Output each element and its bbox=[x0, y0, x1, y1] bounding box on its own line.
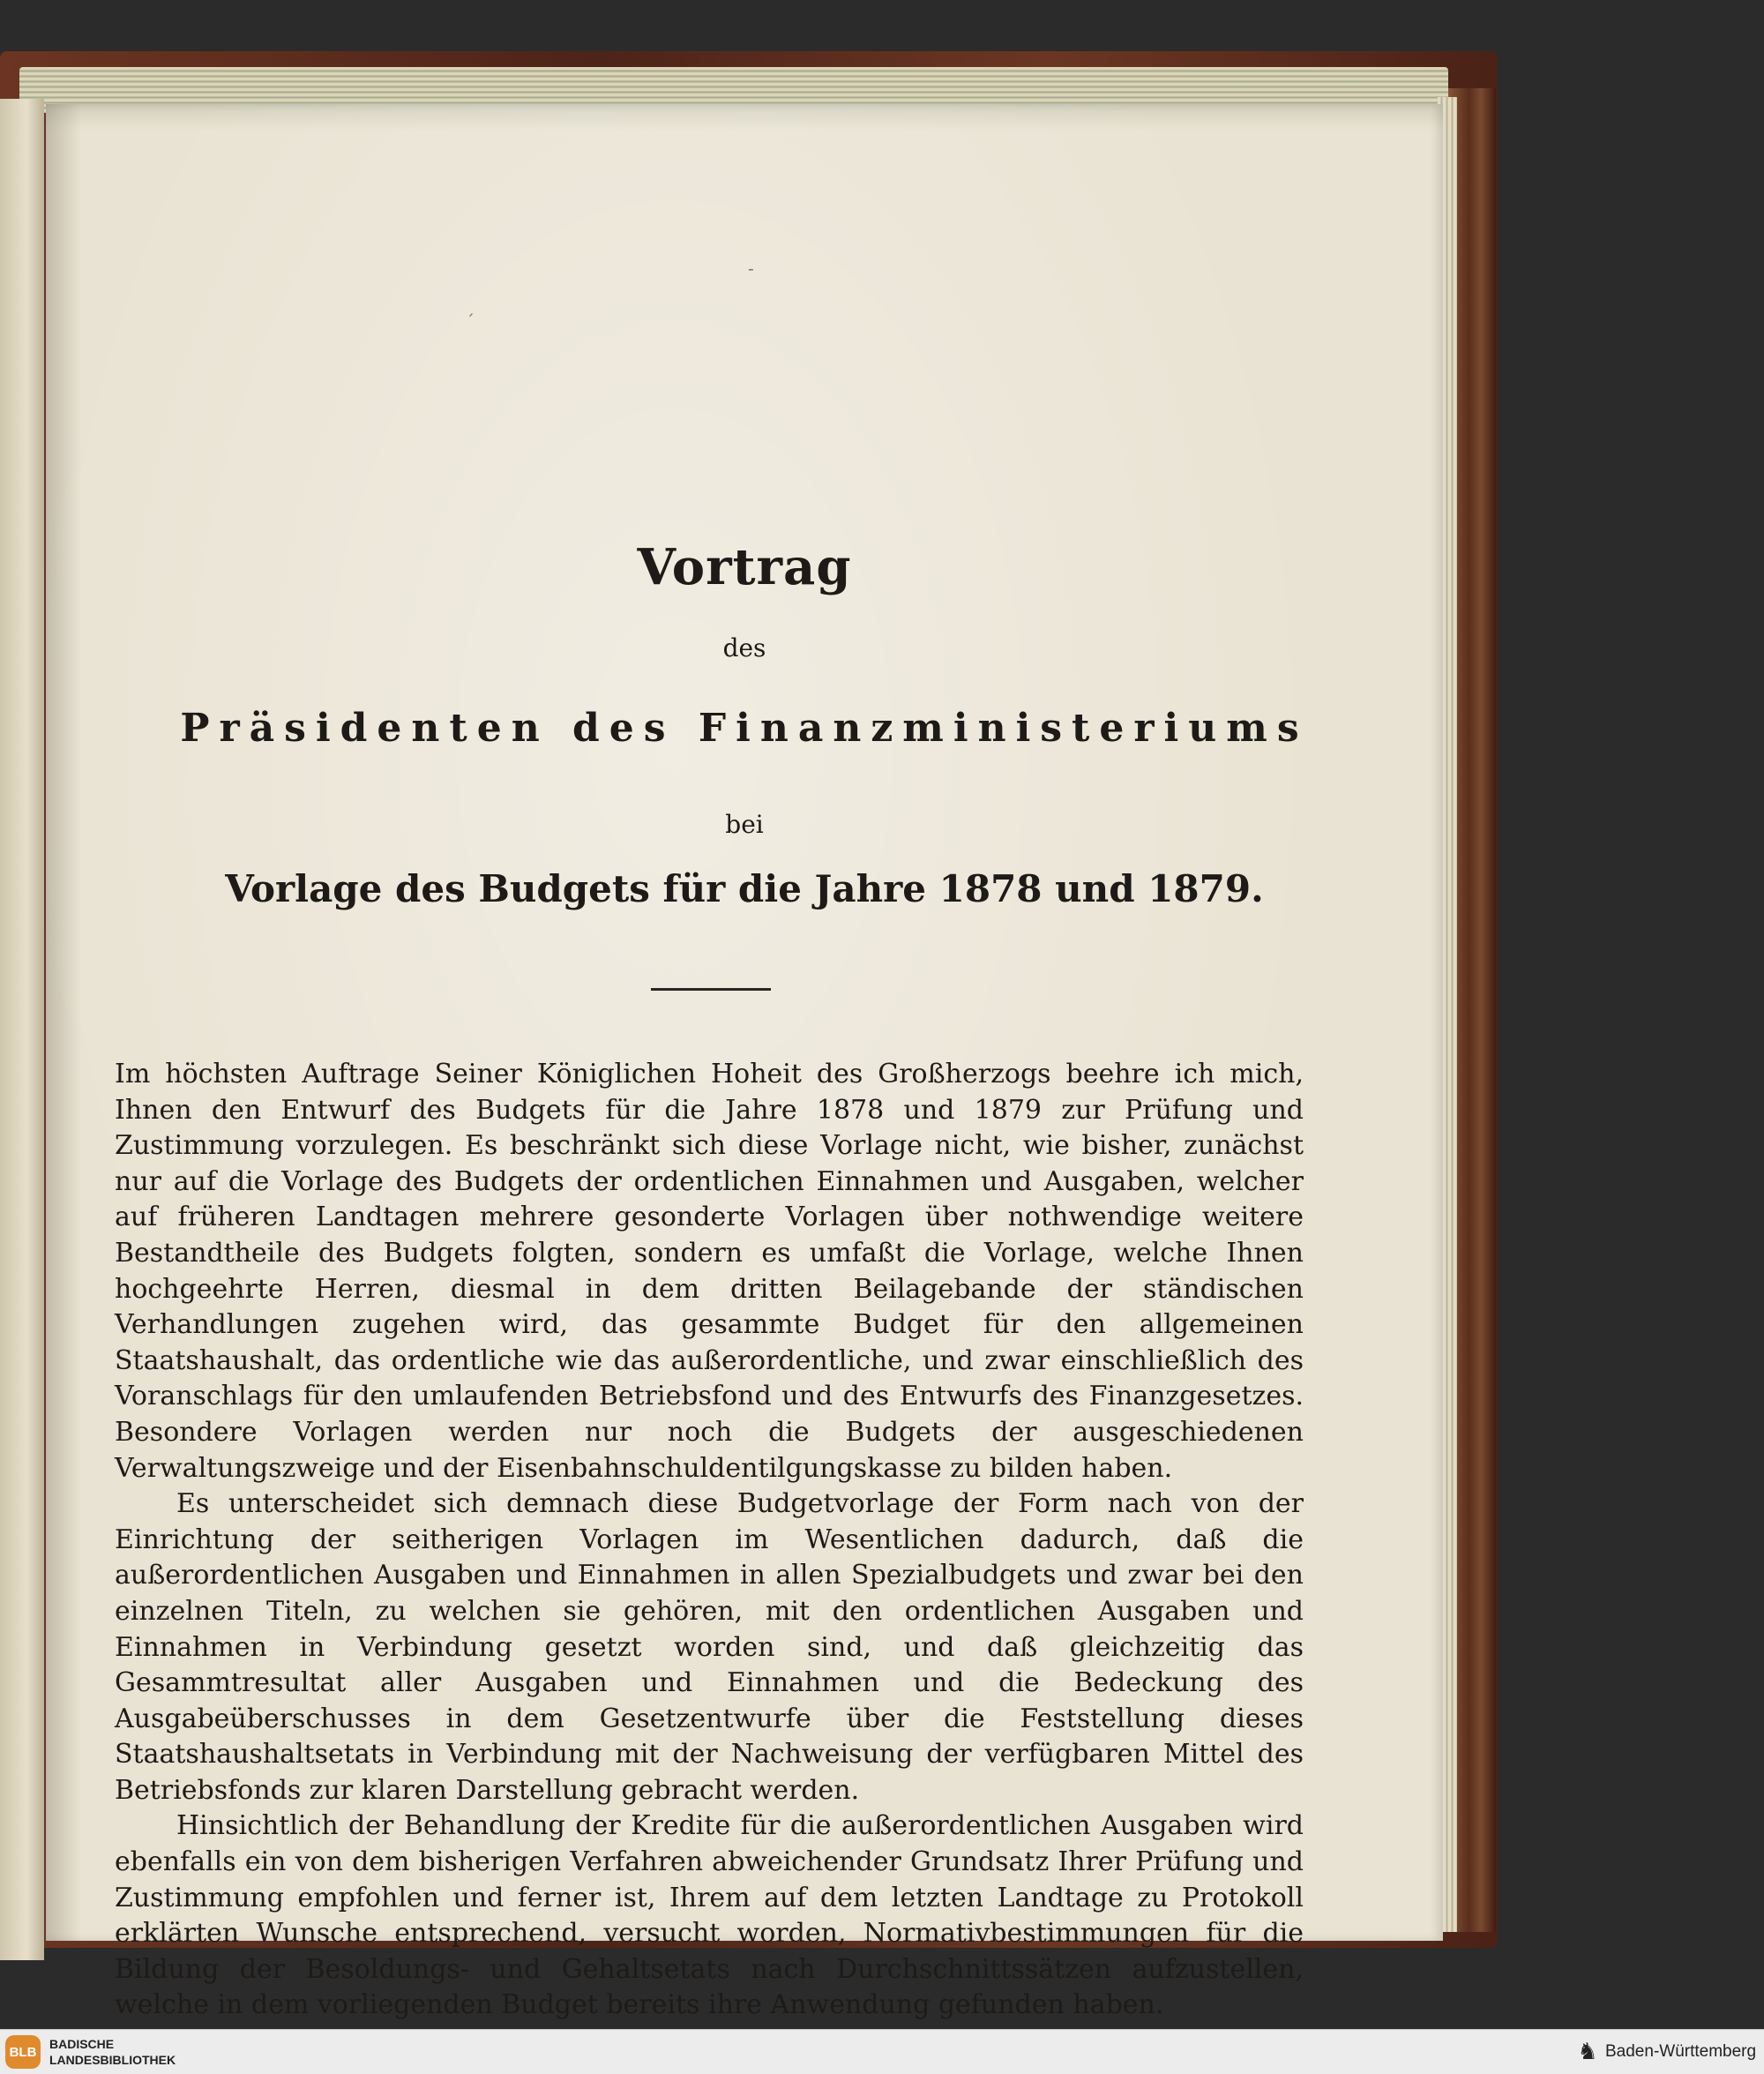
title-connector-des: des bbox=[722, 633, 766, 663]
document-subtitle: Präsidenten des Finanzministeriums bbox=[180, 706, 1309, 751]
title-connector-bei: bei bbox=[725, 810, 764, 839]
library-name-line1: BADISCHE bbox=[49, 2037, 115, 2051]
footer-bar bbox=[0, 2029, 1764, 2074]
divider-rule bbox=[651, 988, 771, 991]
document-body bbox=[115, 1057, 1304, 2024]
paragraph: Im höchsten Auftrage Seiner Königlichen Hoheit des Großherzogs beehre ich mich, Ihnen den Entwurf des Budgets für die Jahre 1878 und 1879 zur Prüfung und Zustimmung vorzulegen. Es beschränkt sich diese Vorlage nicht, wie bisher, zunächst nur auf die Vorlage des Budgets der ordentlichen Einnahmen und Ausgaben, welcher auf früheren Landtagen mehrere gesonderte Vorlagen über nothwendige weitere Bestandtheile des Budgets folgten, sondern es umfaßt die Vorlage, welche Ihnen hochgeehrte Herren, diesmal in dem dritten Beilagebande der ständischen Verhandlungen zugehen wird, das gesammte Budget für den allgemeinen Staatshaushalt, das ordentliche wie das außerordentliche, und zwar einschließlich des Voranschlags für den umlaufenden Betriebsfond und des Entwurfs des Finanzgesetzes. Besondere Vorlagen werden nur noch die Budgets der ausgeschiedenen Verwaltungszweige und der Eisenbahnschuldentilgungskasse zu bilden haben. bbox=[115, 1059, 1304, 1484]
paragraph: Hinsichtlich der Behandlung der Kredite für die außerordentlichen Ausgaben wird ebenfalls ein von dem bisherigen Verfahren abweichender Grundsatz Ihrer Prüfung und Zustimmung empfohlen und ferner ist, Ihrem auf dem letzten Landtage zu Protokoll erklärten Wunsche entsprechend, versucht worden, Normativbestimmungen für die Bildung der Besoldungs- und Gehaltsetats nach Durchschnittssätzen aufzustellen, welche in dem vorliegenden Budget bereits ihre Anwendung gefunden haben. bbox=[115, 1810, 1304, 2021]
facing-page-edge bbox=[0, 99, 44, 1960]
document-occasion: Vorlage des Budgets für die Jahre 1878 und 1879. bbox=[225, 867, 1264, 910]
document-title: Vortrag bbox=[637, 538, 852, 596]
library-name-line2: LANDESBIBLIOTHEK bbox=[49, 2053, 176, 2067]
library-name[interactable] bbox=[49, 2036, 226, 2068]
baden-wuerttemberg-lions-icon: ♞ bbox=[1577, 2039, 1598, 2065]
blb-logo[interactable]: BLB bbox=[5, 2035, 41, 2069]
paragraph: Es unterscheidet sich demnach diese Budgetvorlage der Form nach von der Einrichtung der seitherigen Vorlagen im Wesentlichen dadurch, daß die außerordentlichen Ausgaben und Einnahmen in allen Spezialbudgets und zwar bei den einzelnen Titeln, zu welchen sie gehören, mit den ordentlichen Ausgaben und Einnahmen in Verbindung gesetzt worden sind, und daß gleichzeitig das Gesammtresultat aller Ausgaben und Einnahmen und die Bedeckung des Ausgabeüberschusses in dem Gesetzentwurfe über die Feststellung dieses Staatshaushaltsetats in Verbindung mit der Nachweisung der verfügbaren Mittel des Betriebsfonds zur klaren Darstellung gebracht werden. bbox=[115, 1488, 1304, 1806]
ink-speck: ´ bbox=[466, 311, 475, 332]
state-name[interactable]: Baden-Württemberg bbox=[1605, 2042, 1757, 2061]
ink-speck: - bbox=[748, 258, 754, 279]
